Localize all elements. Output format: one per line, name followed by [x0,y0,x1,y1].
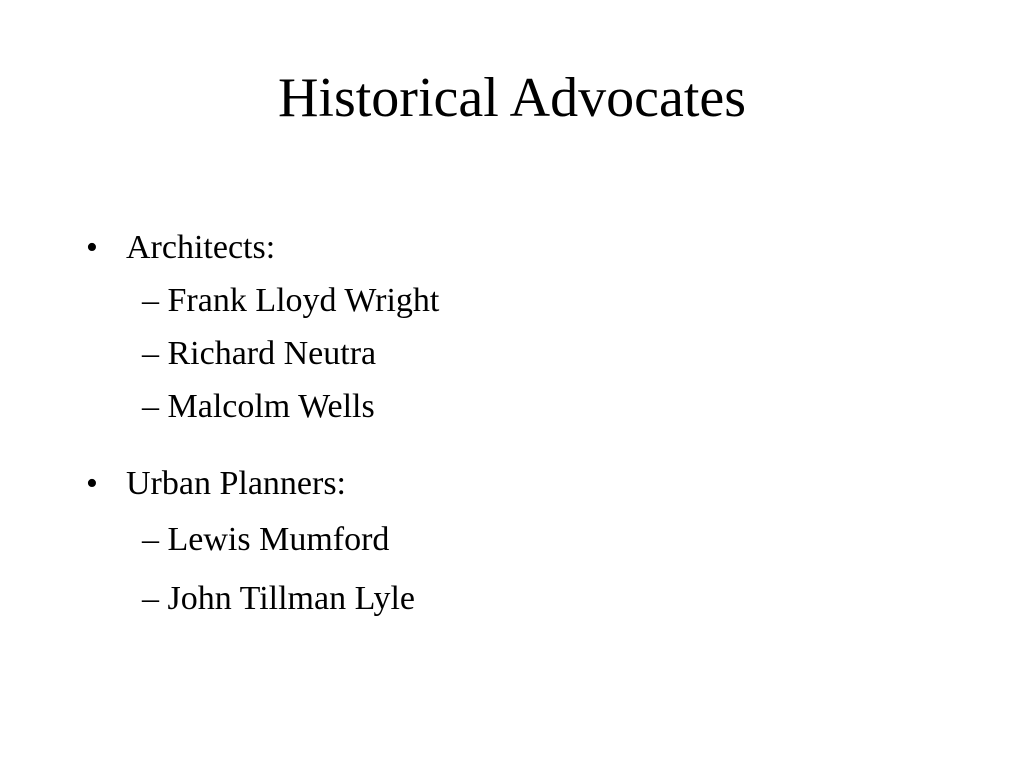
dash-icon: – [142,282,159,319]
dash-icon: – [142,580,159,617]
bullet-item-architects [86,228,275,268]
sub-item-text: Malcolm Wells [167,388,375,425]
sub-item [142,579,415,619]
bullet-label: Architects: [126,229,276,266]
bullet-icon: • [86,465,98,502]
sub-item [142,520,389,560]
sub-item-text: Frank Lloyd Wright [167,282,440,319]
bullet-item-urban-planners [86,464,346,504]
sub-item [142,387,375,427]
bullet-label: Urban Planners: [126,465,347,502]
dash-icon: – [142,335,159,372]
dash-icon: – [142,388,159,425]
sub-item-text: Richard Neutra [167,335,377,372]
sub-item [142,334,376,374]
dash-icon: – [142,521,159,558]
sub-item-text: Lewis Mumford [167,521,390,558]
sub-item [142,281,439,321]
sub-item-text: John Tillman Lyle [167,580,415,617]
bullet-icon: • [86,229,98,266]
slide-title: Historical Advocates [277,67,747,129]
